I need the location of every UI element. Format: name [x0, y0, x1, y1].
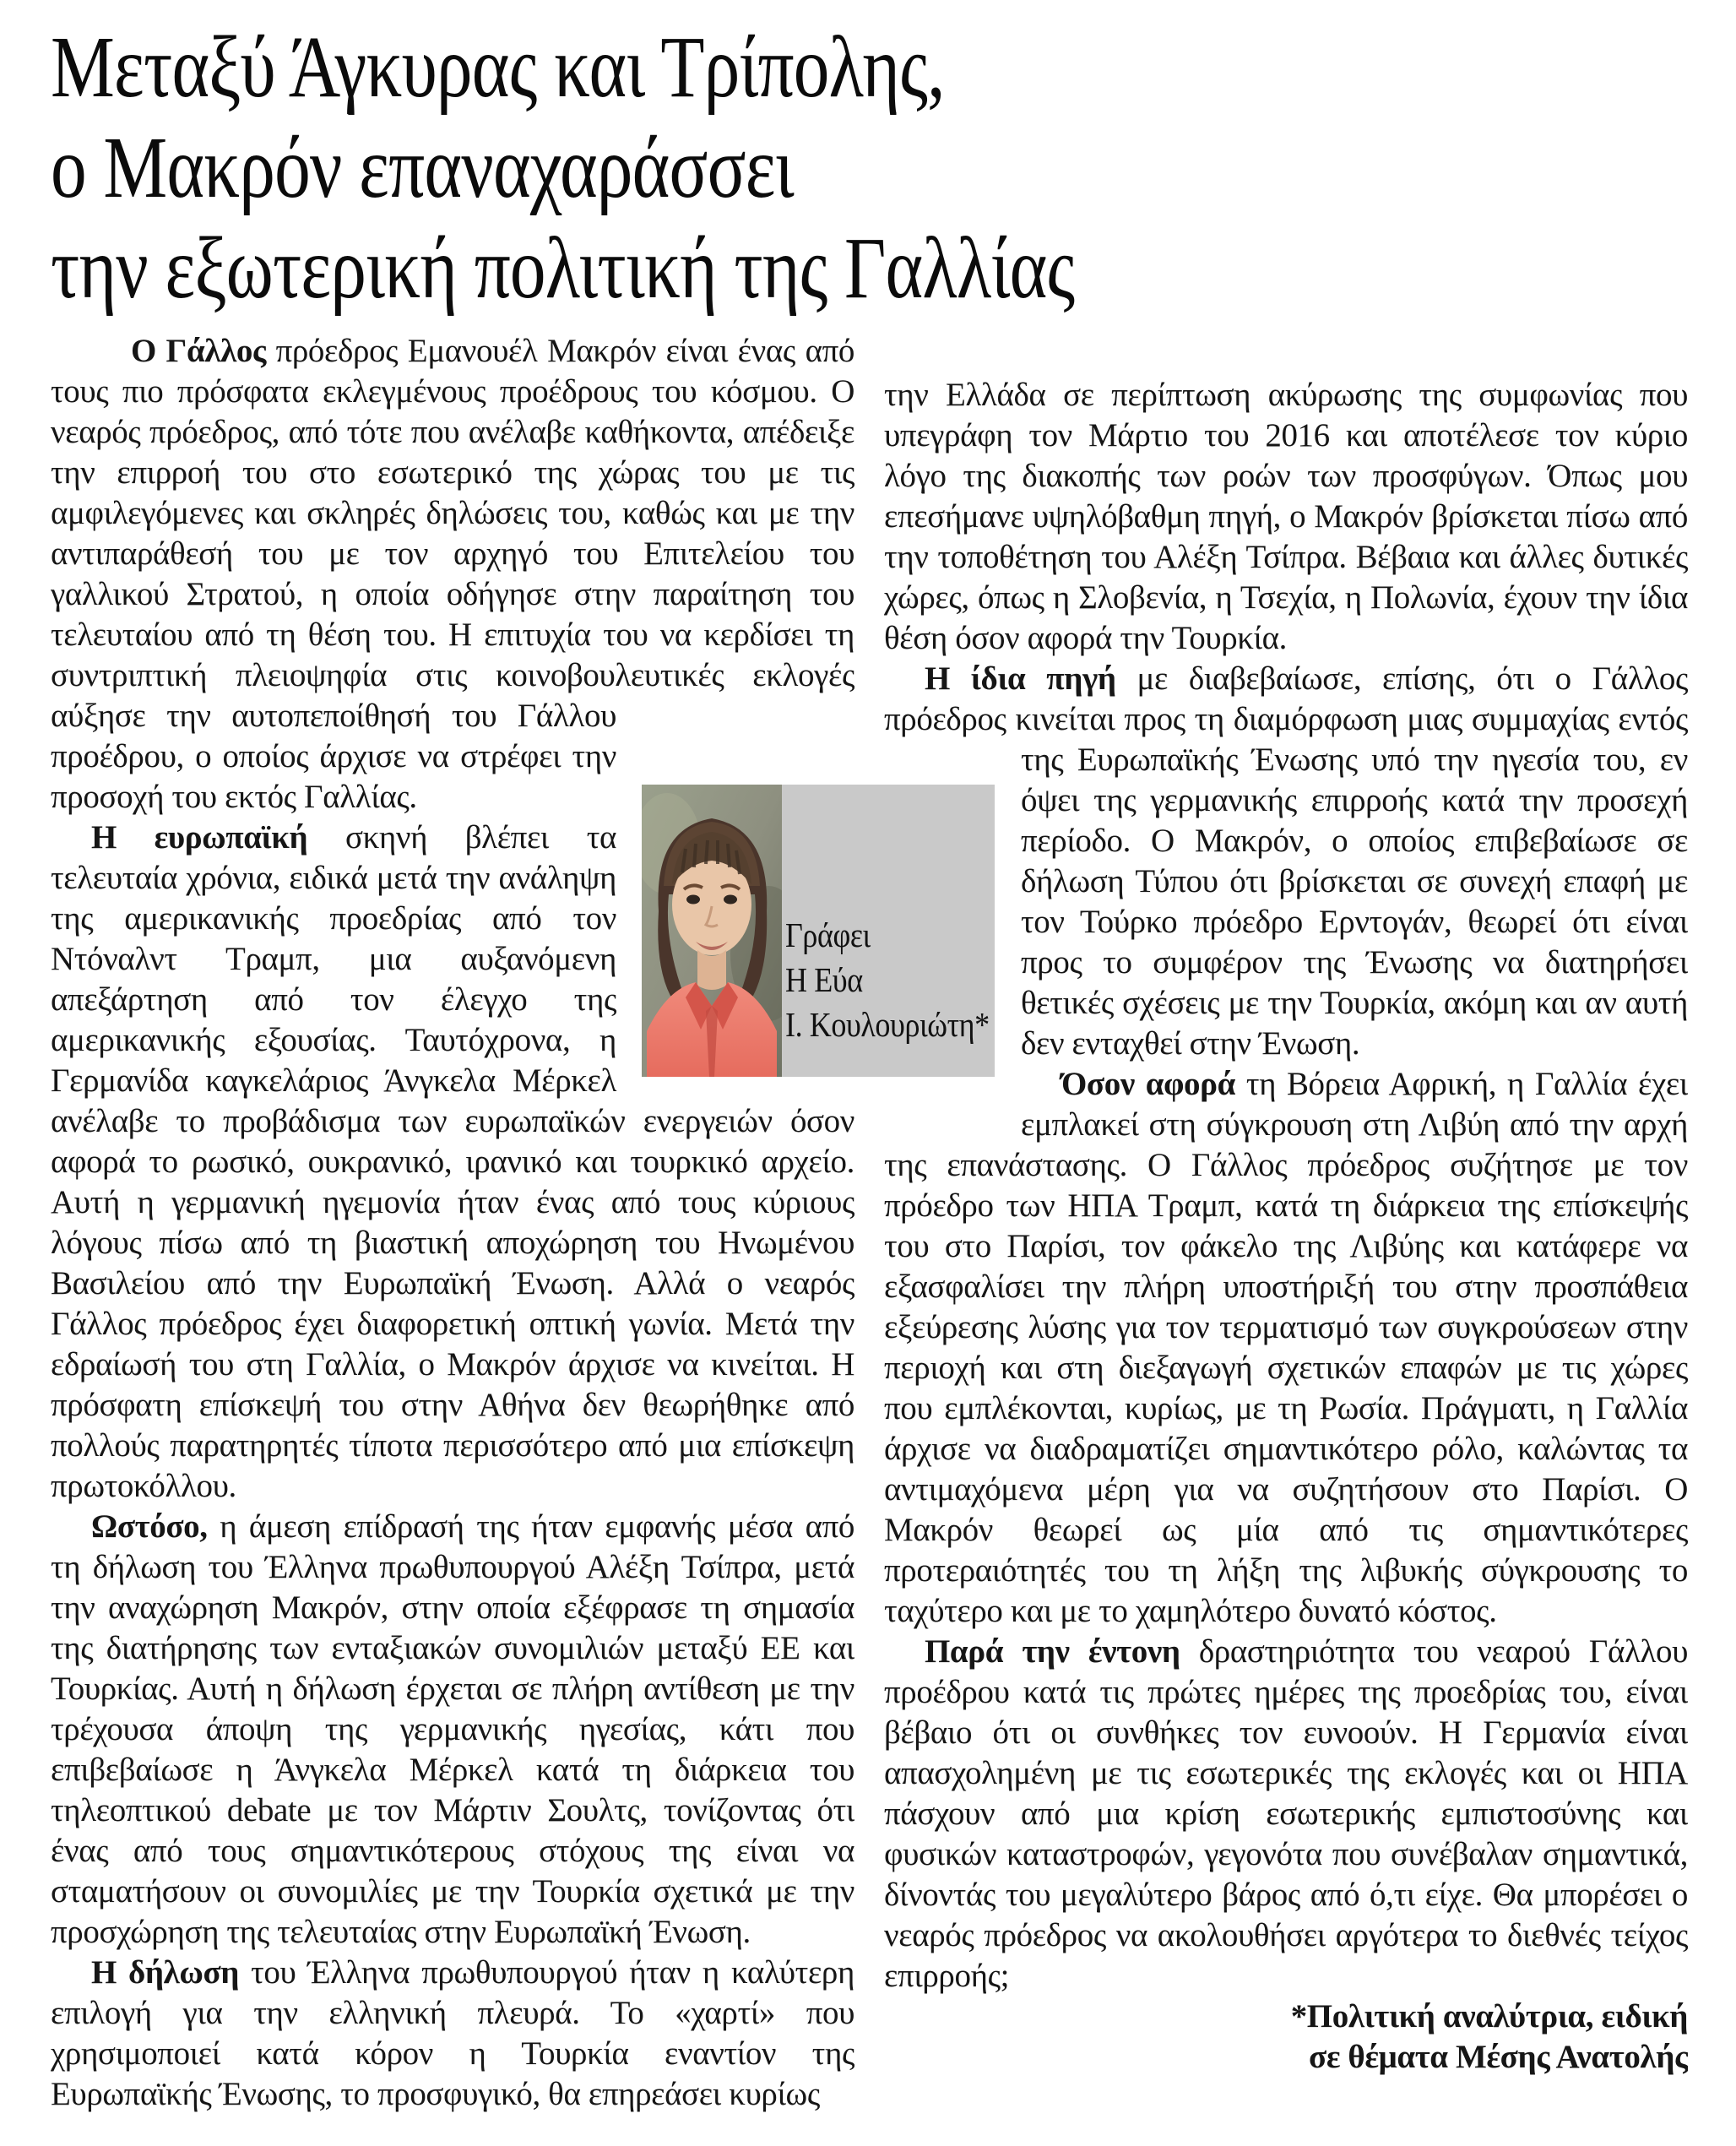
- paragraph-text: δραστηριότητα του νεαρού Γάλλου προέδρου κατά τις πρώτες ημέρες της προεδρίας του, είναι βέβαιο ότι οι συνθήκες τον ευνοούν. Η Γερμανία είναι απασχολημένη με τις εσωτερικές της εκλογές και οι ΗΠΑ πάσχουν από μια κρίση εσωτερικής εμπιστοσύνης και φυσικών καταστροφών, γεγονότα που συνέβαλαν σημαντικά, δίνοντάς του μεγαλύτερο βάρος από ό,τι είχε. Θα μπορέσει ο νεαρός πρόεδρος να ακολουθήσει αργότερα το διεθνές τείχος επιρροής;: [884, 1633, 1688, 1994]
- paragraph-lead: Ωστόσο,: [91, 1508, 208, 1545]
- paragraph-lead: Η δήλωση: [91, 1954, 240, 1991]
- paragraph-text: πρόεδρος Εμανουέλ Μακρόν είναι ένας από τους πιο πρόσφατα εκλεγμένους προέδρους του κόσμου. Ο νεαρός πρόεδρος, από τότε που ανέλαβε καθήκοντα, απέδειξε την επιρροή του στο εσωτερικό της χώρας του με τις αμφιλεγόμενες και σκληρές δηλώσεις του, καθώς και με την αντιπαράθεσή του με τον αρχηγό του Επιτελείου του γαλλικού Στρατού, η οποία οδήγησε στην παραίτηση του τελευταίου από τη θέση του. Η επιτυχία του να κερδίσει τη συντριπτική πλειοψηφία στις κοινοβουλευτικές εκλογές αύξησε την αυτοπεποίθησή του Γάλλου: [51, 333, 854, 734]
- headline-text: Μεταξύ Άγκυρας και Τρίπολης,: [51, 19, 945, 116]
- byline-text: Γράφει: [785, 915, 871, 954]
- paragraph-lead: Ο Γάλλος: [131, 333, 266, 369]
- paragraph-text: του Έλληνα πρωθυπουργού ήταν η καλύτερη επιλογή για την ελληνική πλευρά. Το «χαρτί» που χρησιμοποιεί κατά κόρον η Τουρκία εναντίον της Ευρωπαϊκής Ένωσης, το προσφυγικό, θα επηρεάσει κυρίως: [51, 1954, 854, 2112]
- headline-line-3: [51, 218, 1299, 318]
- headline-text: την εξωτερική πολιτική της Γαλλίας: [51, 220, 1075, 317]
- paragraph-3: [51, 1507, 854, 1953]
- paragraph-text: προέδρου, ο οποίος άρχισε να στρέφει την προσοχή του εκτός Γαλλίας.: [51, 738, 616, 815]
- article-column-right: [884, 375, 1688, 2146]
- paragraph-lead: Η ίδια πηγή: [925, 660, 1116, 697]
- byline-text: Ι. Κουλουριώτη*: [785, 1005, 990, 1044]
- byline-line: [785, 958, 1017, 1002]
- paragraph-text: η άμεση επίδρασή της ήταν εμφανής μέσα από τη δήλωση του Έλληνα πρωθυπουργού Αλέξη Τσίπρα, μετά την αναχώρηση Μακρόν, στην οποία εξέφρασε τη σημασία της διατήρησης των ενταξιακών συνομιλιών μεταξύ ΕΕ και Τουρκίας. Αυτή η δήλωση έρχεται σε πλήρη αντίθεση με την τρέχουσα άποψη της γερμανικής ηγεσίας, κάτι που επιβεβαίωσε η Άνγκελα Μέρκελ κατά τη διάρκεια του τηλεοπτικού debate με τον Μάρτιν Σουλτς, τονίζοντας ότι ένας από τους σημαντικότερους στόχους της είναι να σταματήσουν οι συνομιλίες με την Τουρκία σχετικά με την προσχώρηση της τελευταίας στην Ευρωπαϊκή Ένωση.: [51, 1508, 854, 1950]
- paragraph-7: [884, 1064, 1688, 1632]
- paragraph-text: τη Βόρεια Αφρική, η Γαλλία έχει εμπλακεί στη σύγκρουση στη Λιβύη από την αρχή της επανάστασης. Ο Γάλλος πρόεδρος συζήτησε με τον πρόεδρο των ΗΠΑ Τραμπ, κατά τη διάρκεια της επίσκεψής του στο Παρίσι, τον φάκελο της Λιβύης και κατάφερε να εξασφαλίσει την πλήρη υποστήριξή του στην προσπάθεια εξεύρεσης λύσης για τον τερματισμό των συγκρούσεων στην περιοχή και στη διεξαγωγή σχετικών επαφών με τις χώρες που εμπλέκονται, κυρίως, με τη Ρωσία. Πράγματι, η Γαλλία άρχισε να διαδραματίζει σημαντικότερο ρόλο, καλώντας τα αντιμαχόμενα μέρη για να συζητήσουν στο Παρίσι. Ο Μακρόν θεωρεί ως μία από τις σημαντικότερες προτεραιότητές του τη λήξη της λιβυκής σύγκρουσης το ταχύτερο και με το χαμηλότερο δυνατό κόστος.: [884, 1066, 1688, 1629]
- author-photo-illustration: [642, 785, 782, 1077]
- paragraph-8: [884, 1632, 1688, 1997]
- byline-line: [785, 913, 1017, 958]
- paragraph-lead: Παρά την έντονη: [925, 1633, 1180, 1670]
- paragraph-text: με διαβεβαίωσε, επίσης, ότι ο Γάλλος πρόεδρος κινείται προς τη διαμόρφωση μιας συμμαχίας εντός της Ευρωπαϊκής Ένωσης υπό την ηγεσία του, εν: [884, 660, 1688, 778]
- author-credit-line: *Πολιτική αναλύτρια, ειδική: [1290, 1998, 1688, 2035]
- author-credit: [884, 1997, 1688, 2078]
- paragraph-lead: Όσον αφορά: [1061, 1066, 1235, 1102]
- headline-line-2: [51, 117, 1299, 218]
- paragraph-lead: Η ευρωπαϊκή: [91, 819, 308, 856]
- author-credit-line: σε θέματα Μέσης Ανατολής: [1309, 2039, 1688, 2075]
- byline-text: Η Εύα: [785, 960, 863, 999]
- headline-text: ο Μακρόν επαναχαράσσει: [51, 119, 794, 216]
- paragraph-text: όψει της γερμανικής επιρροής κατά την προσεχή περίοδο. Ο Μακρόν, ο οποίος επιβεβαίωσε σε δήλωση Τύπου ότι βρίσκεται σε συνεχή επαφή με τον Τούρκο πρόεδρο Ερντογάν, θεωρεί ότι είναι προς το συμφέρον της Ένωσης να διατηρήσει θετικές σχέσεις με την Τουρκία, ακόμη και αν αυτή δεν ενταχθεί στην Ένωση.: [1021, 782, 1688, 1062]
- article-headline: [51, 17, 1299, 318]
- paragraph-1: [51, 331, 854, 818]
- article-column-left: [51, 331, 854, 2146]
- paragraph-4: [51, 1953, 854, 2115]
- paragraph-text: την Ελλάδα σε περίπτωση ακύρωσης της συμφωνίας που υπεγράφη τον Μάρτιο του 2016 και αποτέλεσε τον κύριο λόγο της διακοπής των ροών των προσφύγων. Όπως μου επεσήμανε υψηλόβαθμη πηγή, ο Μακρόν βρίσκεται πίσω από την τοποθέτηση του Αλέξη Τσίπρα. Βέβαια και άλλες δυτικές χώρες, όπως η Σλοβενία, η Τσεχία, η Πολωνία, έχουν την ίδια θέση όσον αφορά την Τουρκία.: [884, 377, 1688, 656]
- paragraph-text: σκηνή βλέπει τα τελευταία χρόνια, ειδικά μετά την ανάληψη της αμερικανικής προεδρίας από τον Ντόναλντ Τραμπ, μια αυξανόμενη απεξάρτηση από τον έλεγχο της αμερικανικής εξουσίας. Ταυτόχρονα, η Γερμανίδα καγκελάριος Άνγκελα Μέρκελ ανέλαβε το προβάδισμα των ευρωπαϊκών ενεργειών όσον αφορά το ρωσικό, ουκρανικό, ιρανικό και τουρκικό αρχείο. Αυτή η γερμανική ηγεμονία ήταν ένας από τους κύριους λόγους πίσω από τη βιαστική αποχώρηση του Ηνωμένου Βασιλείου από την Ευρωπαϊκή Ένωση. Αλλά ο νεαρός Γάλλος πρόεδρος έχει διαφορετική οπτική γωνία. Μετά την εδραίωσή του στη Γαλλία, ο Μακρόν άρχισε να κινείται. Η πρόσφατη επίσκεψή του στην Αθήνα δεν θεωρήθηκε από πολλούς παρατηρητές τίποτα περισσότερο από μια επίσκεψη πρωτοκόλλου.: [51, 819, 854, 1504]
- author-photo-box: [642, 785, 995, 1077]
- byline-line: [785, 1002, 1017, 1047]
- paragraph-5: [884, 375, 1688, 659]
- byline: [785, 913, 1017, 1047]
- headline-line-1: [51, 17, 1299, 117]
